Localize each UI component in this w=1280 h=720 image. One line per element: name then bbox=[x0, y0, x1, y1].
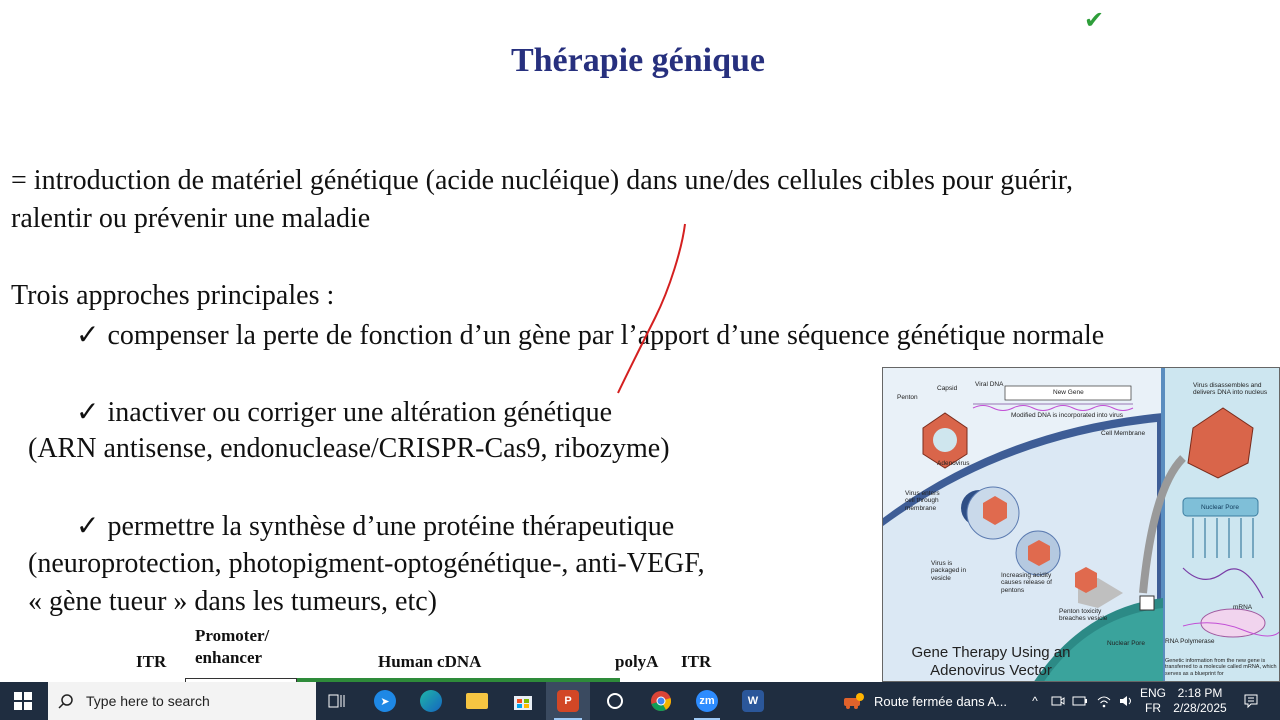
clock-date: 2/28/2025 bbox=[1173, 701, 1227, 715]
powerpoint-app[interactable] bbox=[546, 682, 590, 720]
label-rna-polymerase: RNA Polymerase bbox=[1165, 638, 1215, 645]
zoom-app[interactable] bbox=[686, 682, 728, 720]
search-icon bbox=[58, 693, 74, 709]
folder-icon bbox=[466, 693, 488, 709]
approach-2-text: inactiver ou corriger une altération génétique bbox=[107, 397, 613, 428]
approach-item-2 bbox=[76, 395, 612, 429]
slide-title: Thérapie génique bbox=[510, 42, 766, 79]
task-view-button[interactable] bbox=[318, 682, 356, 720]
word-app[interactable] bbox=[732, 682, 774, 720]
news-widget-text: Route fermée dans A... bbox=[874, 693, 1007, 709]
itr-left-label: ITR bbox=[136, 652, 167, 671]
wifi-icon bbox=[1096, 694, 1112, 708]
chrome-app[interactable] bbox=[640, 682, 682, 720]
figure-caption bbox=[901, 644, 1081, 680]
label-nuclear-pore: Nuclear Pore bbox=[1201, 504, 1239, 511]
show-hidden-icons-button[interactable] bbox=[1026, 682, 1044, 720]
zoom-icon: zm bbox=[696, 690, 718, 712]
input-language-button[interactable] bbox=[1138, 686, 1168, 716]
language-code: ENG bbox=[1139, 686, 1166, 700]
definition-line-1: = introduction de matériel génétique (acide nucléique) dans une/des cellules cibles pour guérir, bbox=[11, 165, 1073, 196]
approach-2-detail: (ARN antisense, endonuclease/CRISPR-Cas9, ribozyme) bbox=[28, 433, 670, 464]
search-placeholder: Type here to search bbox=[86, 693, 210, 709]
label-genetic-info: Genetic information from the new gene is transferred to a molecule called mRNA, which serves as a blueprint for bbox=[1165, 658, 1277, 677]
checkmark-icon: ✓ bbox=[76, 397, 100, 428]
label-virus-packaged: Virus is packaged in vesicle bbox=[931, 560, 967, 582]
meet-now-button[interactable] bbox=[1048, 682, 1068, 720]
approach-1-text: compenser la perte de fonction d’un gène par l’apport d’une séquence génétique normale bbox=[107, 320, 1105, 351]
approach-item-1 bbox=[76, 318, 1104, 352]
compass-icon: ➤ bbox=[374, 690, 396, 712]
battery-icon bbox=[1072, 696, 1088, 706]
label-modified-dna: Modified DNA is incorporated into virus bbox=[1011, 412, 1123, 419]
label-nuclear-pore-bottom: Nuclear Pore bbox=[1107, 640, 1145, 647]
windows-taskbar bbox=[0, 682, 1280, 720]
clock-button[interactable] bbox=[1172, 686, 1228, 716]
camera-icon bbox=[1051, 695, 1065, 707]
task-view-icon bbox=[328, 693, 346, 709]
label-new-gene: New Gene bbox=[1053, 389, 1084, 396]
battery-button[interactable] bbox=[1070, 682, 1090, 720]
speaker-icon bbox=[1118, 694, 1134, 708]
start-button[interactable] bbox=[0, 682, 46, 720]
label-capsid: Capsid bbox=[937, 385, 958, 392]
keyboard-layout: FR bbox=[1145, 701, 1161, 715]
traffic-warning-icon bbox=[842, 692, 864, 710]
word-icon: W bbox=[742, 690, 764, 712]
itr-right-label: ITR bbox=[681, 652, 712, 671]
label-acidity: Increasing acidity causes release of pentons bbox=[1001, 572, 1052, 594]
action-center-button[interactable] bbox=[1234, 682, 1268, 720]
taskbar-search-box[interactable] bbox=[48, 682, 316, 720]
approaches-heading: Trois approches principales : bbox=[11, 280, 335, 311]
clock-time: 2:18 PM bbox=[1177, 686, 1223, 700]
cortana-button[interactable] bbox=[594, 682, 636, 720]
label-penton: Penton bbox=[897, 394, 918, 401]
volume-button[interactable] bbox=[1116, 682, 1136, 720]
figure-caption-line-1: Gene Therapy Using an bbox=[911, 644, 1071, 661]
edge-legacy-app[interactable] bbox=[364, 682, 406, 720]
polya-label: polyA bbox=[615, 652, 659, 671]
chrome-icon bbox=[650, 690, 672, 712]
store-app[interactable] bbox=[502, 682, 544, 720]
notification-icon bbox=[1243, 693, 1259, 709]
label-virus-enters: Virus enters cell through membrane bbox=[905, 490, 940, 512]
human-cdna-label: Human cDNA bbox=[378, 652, 482, 671]
adenovirus-figure bbox=[882, 367, 1280, 682]
definition-line-2: ralentir ou prévenir une maladie bbox=[11, 203, 371, 234]
label-penton-toxicity: Penton toxicity breaches vesicle bbox=[1059, 608, 1108, 623]
wifi-button[interactable] bbox=[1094, 682, 1114, 720]
pen-annotation bbox=[610, 218, 700, 398]
edge-icon bbox=[420, 690, 442, 712]
cortana-circle-icon bbox=[606, 692, 624, 710]
label-mrna: mRNA bbox=[1233, 604, 1253, 611]
store-icon bbox=[513, 691, 533, 711]
approach-3-text: permettre la synthèse d’une protéine thérapeutique bbox=[107, 511, 675, 542]
windows-logo-icon bbox=[14, 692, 32, 710]
powerpoint-icon: P bbox=[557, 690, 579, 712]
approach-3-detail-1: (neuroprotection, photopigment-optogénétique-, anti-VEGF, bbox=[28, 548, 705, 579]
file-explorer-app[interactable] bbox=[456, 682, 498, 720]
label-cell-membrane: Cell Membrane bbox=[1101, 430, 1146, 437]
figure-caption-line-2: Adenovirus Vector bbox=[930, 662, 1052, 679]
approach-item-3 bbox=[76, 509, 674, 543]
label-viral-dna: Viral DNA bbox=[975, 381, 1004, 388]
checkmark-icon: ✓ bbox=[76, 320, 100, 351]
label-virus-disassembles: Virus disassembles and delivers DNA into nucleus bbox=[1193, 382, 1268, 397]
check-mark-icon: ✔ bbox=[1084, 6, 1105, 34]
chevron-up-icon: ^ bbox=[1032, 694, 1038, 708]
promoter-label: Promoter/ enhancer bbox=[195, 626, 270, 668]
edge-app[interactable] bbox=[410, 682, 452, 720]
news-widget[interactable] bbox=[842, 682, 1022, 720]
checkmark-icon: ✓ bbox=[76, 511, 100, 542]
approach-3-detail-2: « gène tueur » dans les tumeurs, etc) bbox=[28, 586, 437, 617]
label-adenovirus: Adenovirus bbox=[937, 460, 970, 467]
